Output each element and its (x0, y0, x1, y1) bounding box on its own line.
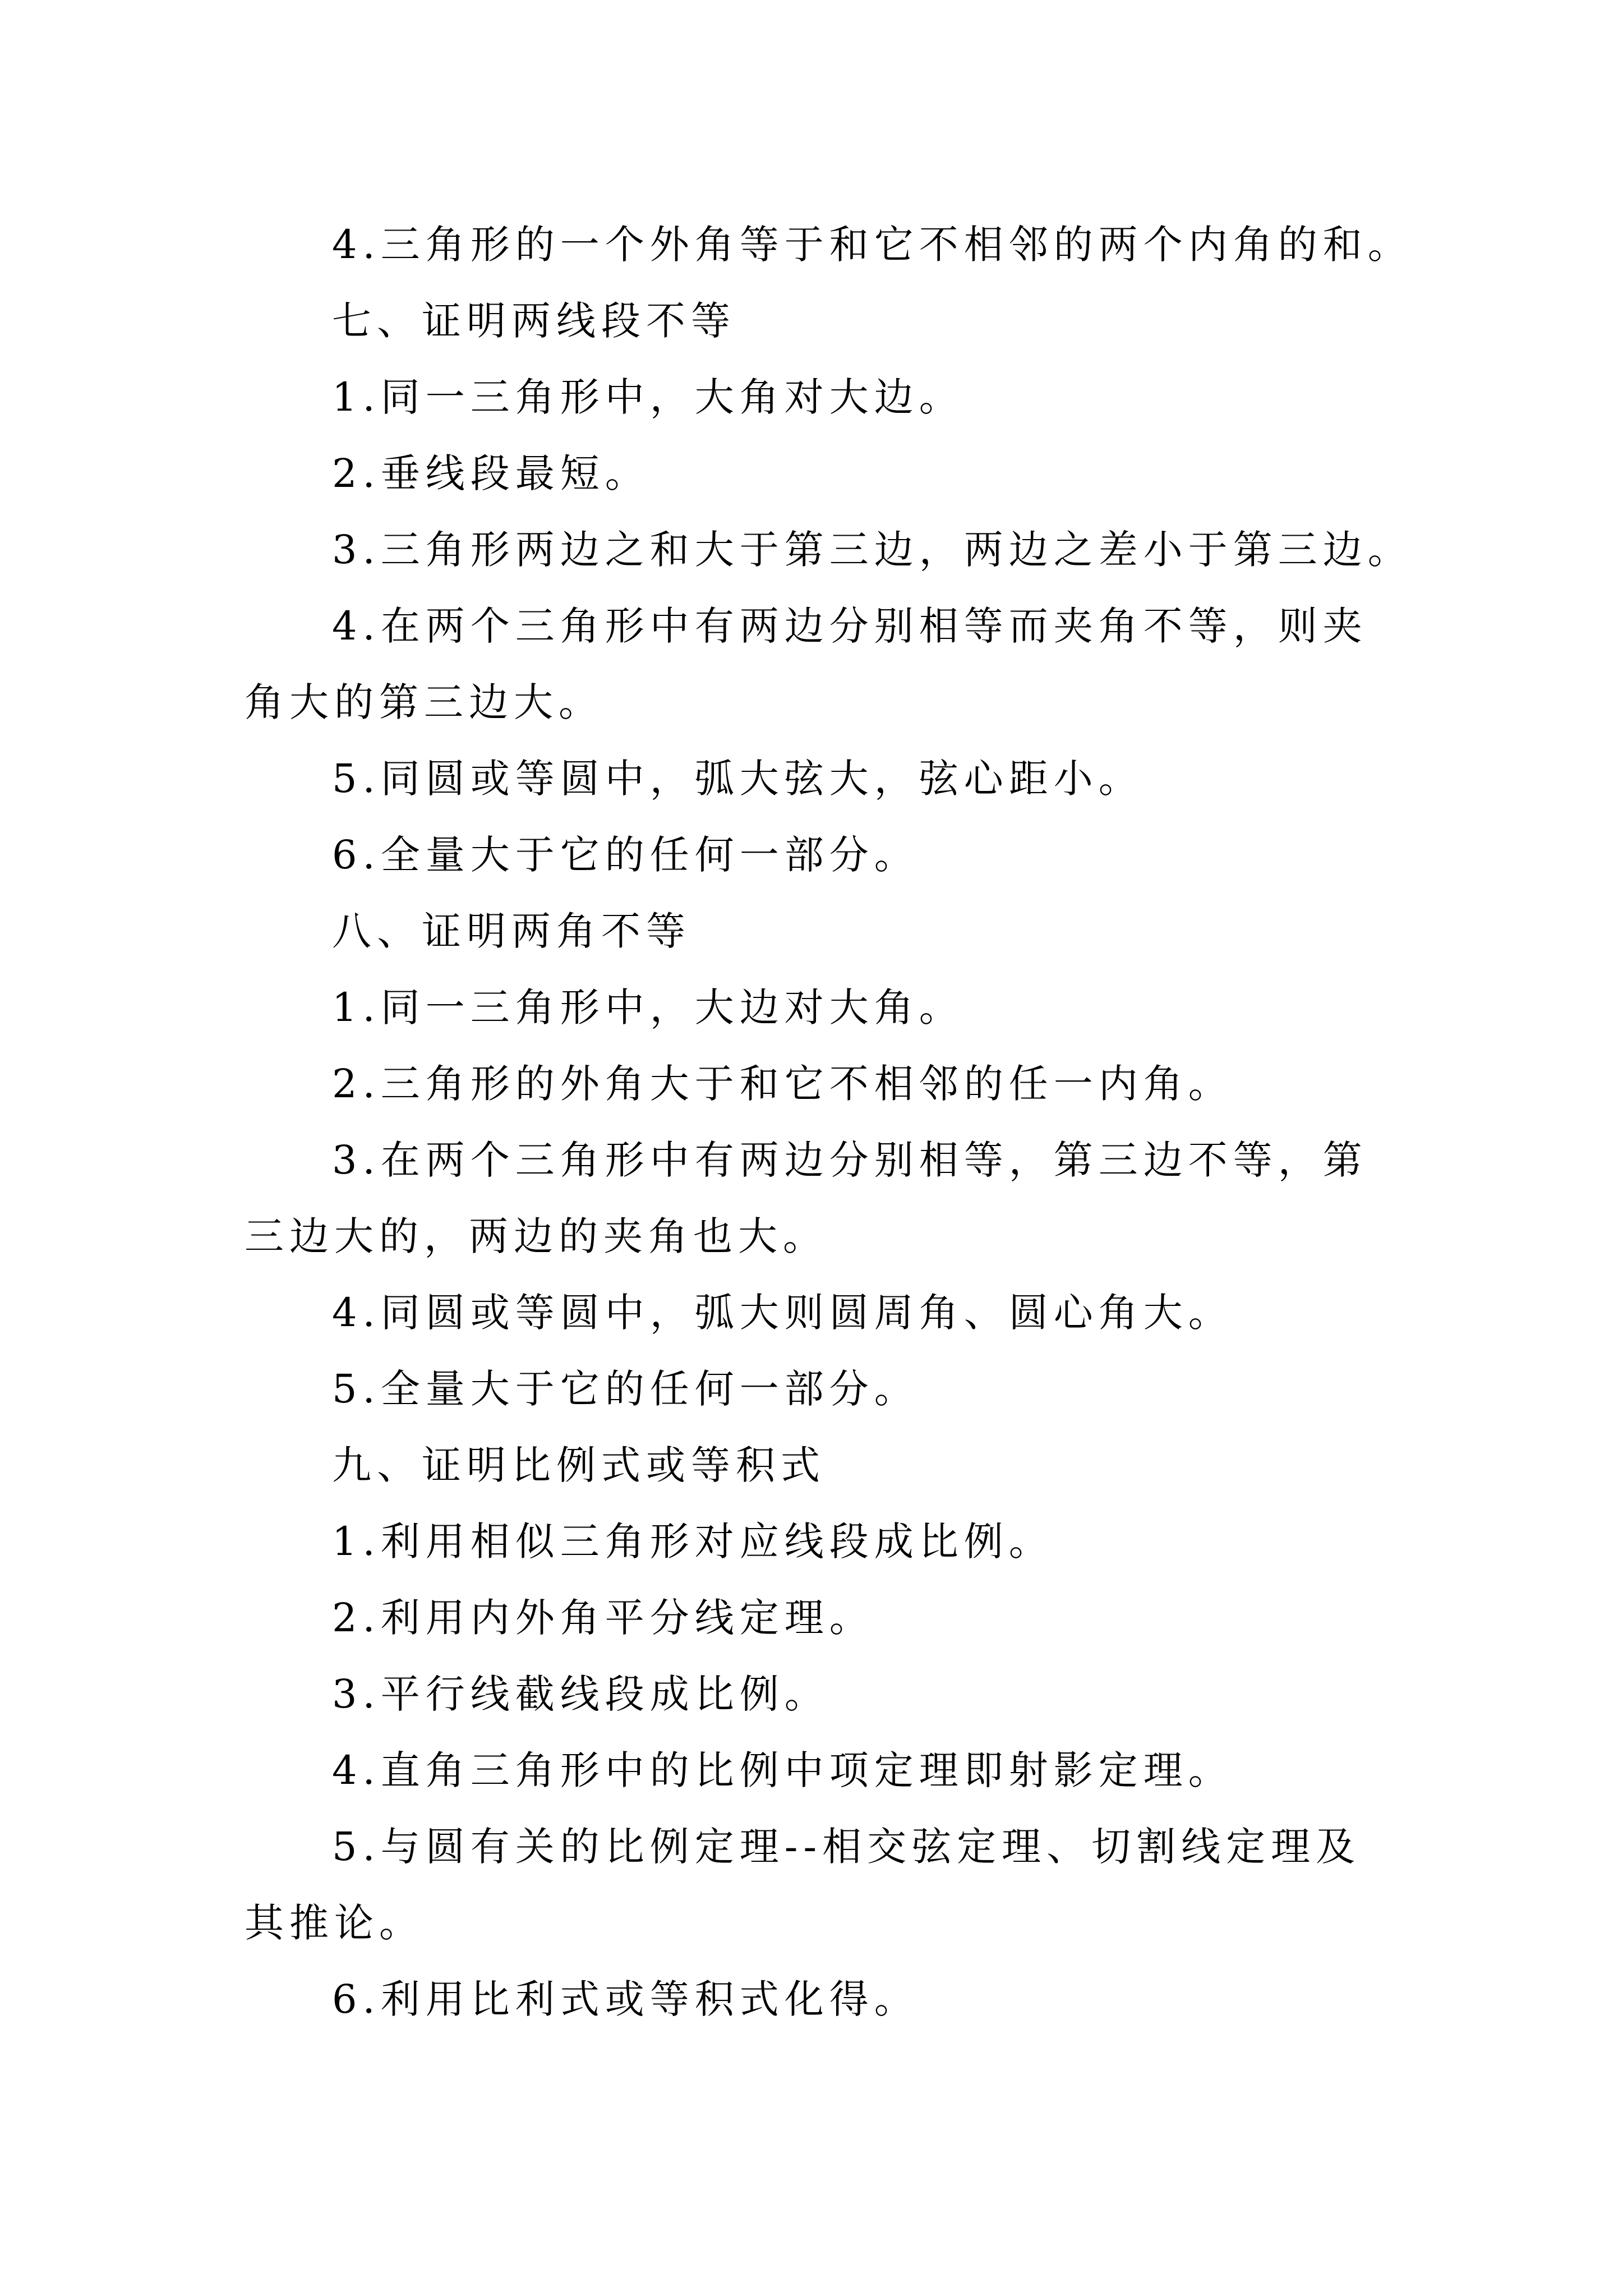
list-item: 4.在两个三角形中有两边分别相等而夹角不等，则夹角大的第三边大。 (245, 603, 1368, 725)
list-item: 1.同一三角形中，大角对大边。 (332, 374, 964, 420)
list-item: 5.全量大于它的任何一部分。 (332, 1366, 919, 1412)
list-item: 2.利用内外角平分线定理。 (332, 1595, 874, 1641)
section-heading: 七、证明两线段不等 (332, 298, 736, 344)
section-heading: 八、证明两角不等 (332, 908, 691, 954)
list-item: 1.利用相似三角形对应线段成比例。 (332, 1519, 1054, 1565)
list-item: 6.全量大于它的任何一部分。 (332, 832, 919, 878)
list-item: 6.利用比利式或等积式化得。 (332, 1976, 919, 2022)
section-heading: 九、证明比例式或等积式 (332, 1442, 826, 1488)
list-item: 4.同圆或等圆中，弧大则圆周角、圆心角大。 (332, 1290, 1233, 1336)
list-item: 4.直角三角形中的比例中项定理即射影定理。 (332, 1747, 1233, 1793)
list-item: 5.同圆或等圆中，弧大弦大，弦心距小。 (332, 756, 1144, 802)
list-item: 3.在两个三角形中有两边分别相等，第三边不等，第三边大的，两边的夹角也大。 (245, 1137, 1368, 1259)
list-item: 3.三角形两边之和大于第三边，两边之差小于第三边。 (332, 527, 1413, 573)
list-item: 4.三角形的一个外角等于和它不相邻的两个内角的和。 (332, 222, 1413, 268)
list-item: 5.与圆有关的比例定理--相交弦定理、切割线定理及其推论。 (245, 1824, 1361, 1946)
list-item: 2.三角形的外角大于和它不相邻的任一内角。 (332, 1061, 1233, 1107)
list-item: 1.同一三角形中，大边对大角。 (332, 984, 964, 1030)
document-body (245, 206, 1413, 2037)
list-item: 3.平行线截线段成比例。 (332, 1671, 829, 1717)
list-item: 2.垂线段最短。 (332, 450, 650, 496)
